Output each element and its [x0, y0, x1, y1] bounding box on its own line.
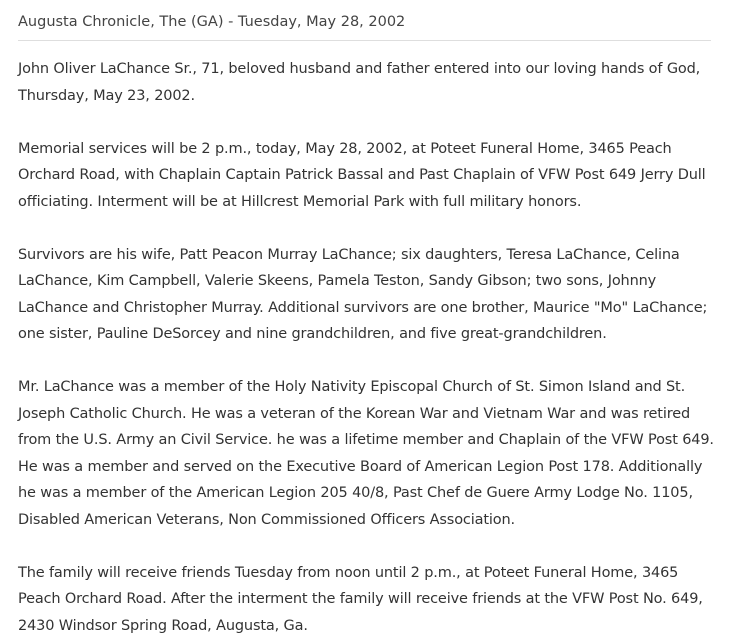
paragraph-memorial-services: Memorial services will be 2 p.m., today, May 28, 2002, at Poteet Funeral Home, 3465 Peach Orchard Road, with Chaplain Captain Patrick Bassal and Past Chaplain of VFW Post 649 Jerry Dull officiating. Interment will be at Hillcrest Memorial Park with full military honors. [18, 140, 706, 210]
paragraph-biography: Mr. LaChance was a member of the Holy Nativity Episcopal Church of St. Simon Island and St. Joseph Catholic Church. He was a veteran of the Korean War and Vietnam War and was retired from the U.S. Army an Civil Service. he was a lifetime member and Chaplain of the VFW Post 649. He was a member and served on the Executive Board of American Legion Post 178. Additionally he was a member of the American Legion 205 40/8, Past Chef de Guere Army Lodge No. 1105, Disabled American Veterans, Non Commissioned Officers Association. [18, 379, 714, 528]
paragraph-death-notice: John Oliver LaChance Sr., 71, beloved husband and father entered into our loving hands of God, Thursday, May 23, 2002. [18, 61, 701, 104]
publication-header: Augusta Chronicle, The (GA) - Tuesday, May 28, 2002 [18, 14, 406, 30]
paragraph-visitation: The family will receive friends Tuesday from noon until 2 p.m., at Poteet Funeral Home, 3465 Peach Orchard Road. After the interment the family will receive friends at the VFW Post No. 649, 2430 Windsor Spring Road, Augusta, Ga. [18, 564, 703, 634]
paragraph-survivors: Survivors are his wife, Patt Peacon Murray LaChance; six daughters, Teresa LaChance, Celina LaChance, Kim Campbell, Valerie Skeens, Pamela Teston, Sandy Gibson; two sons, Johnny LaChance and Christopher Murray. Additional survivors are one brother, Maurice "Mo" LaChance; one sister, Pauline DeSorcey and nine grandchildren, and five great-grandchildren. [18, 246, 708, 342]
obituary-body [18, 56, 718, 639]
header-divider [18, 40, 711, 41]
